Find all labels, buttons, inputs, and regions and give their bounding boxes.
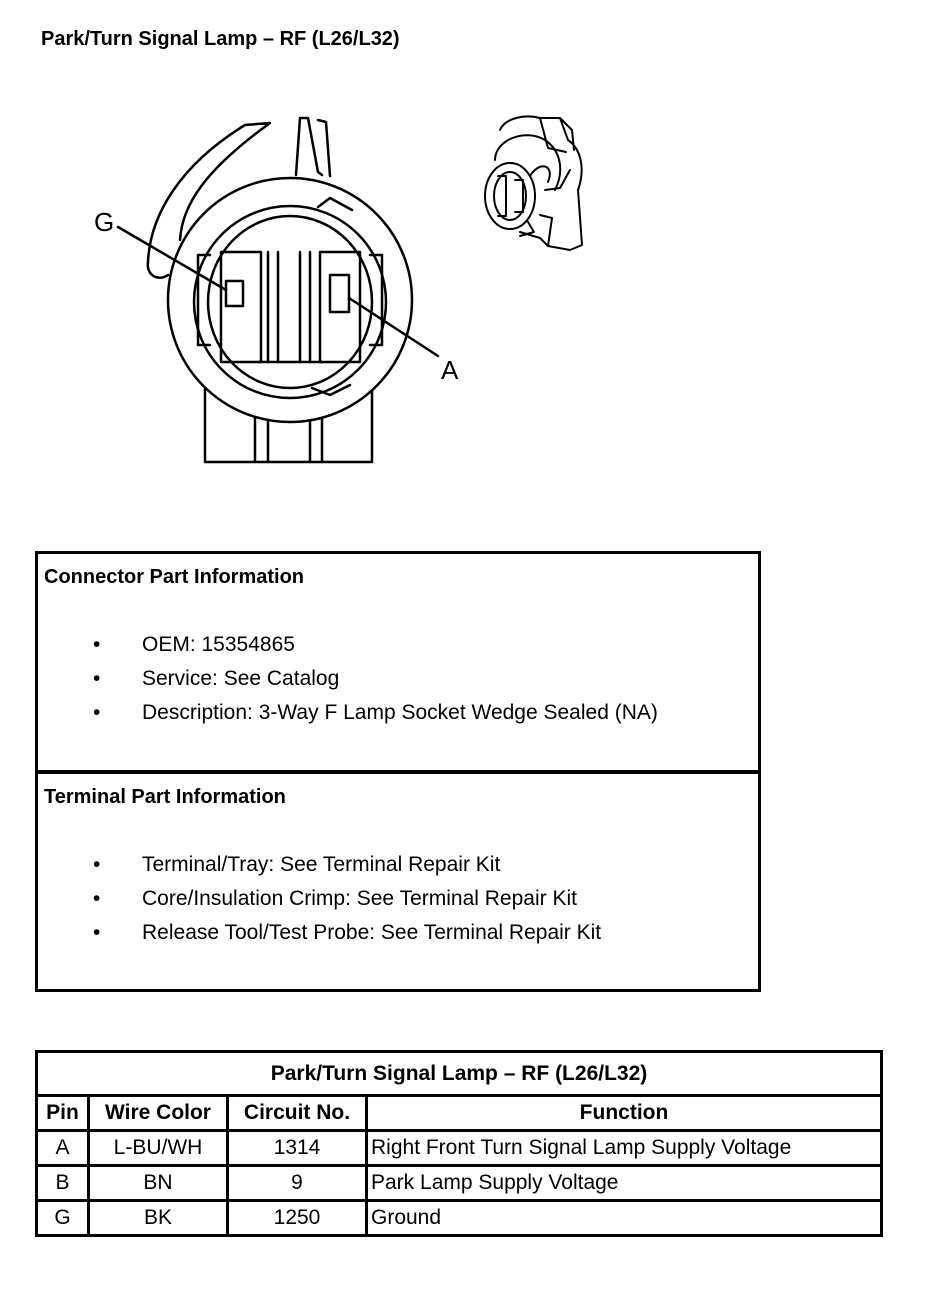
table-row bbox=[37, 1166, 882, 1201]
column-header: Wire Color bbox=[89, 1096, 228, 1131]
wire-color-cell: BK bbox=[89, 1201, 228, 1236]
bullet-icon: • bbox=[93, 921, 101, 944]
column-header: Pin bbox=[37, 1096, 89, 1131]
connector-info-heading: Connector Part Information bbox=[44, 566, 305, 588]
page-title: Park/Turn Signal Lamp – RF (L26/L32) bbox=[41, 28, 400, 50]
label-g: G bbox=[94, 207, 115, 237]
function-cell: Ground bbox=[367, 1201, 882, 1236]
table-caption-row bbox=[37, 1052, 882, 1096]
wire-color-cell: BN bbox=[89, 1166, 228, 1201]
bullet-icon: • bbox=[93, 633, 101, 656]
table-row bbox=[37, 1131, 882, 1166]
circuit-cell: 1314 bbox=[228, 1131, 367, 1166]
function-cell: Park Lamp Supply Voltage bbox=[367, 1166, 882, 1201]
function-cell: Right Front Turn Signal Lamp Supply Voltage bbox=[367, 1131, 882, 1166]
connector-outer-ring bbox=[168, 178, 412, 422]
bullet-icon: • bbox=[93, 853, 101, 876]
column-header: Circuit No. bbox=[228, 1096, 367, 1131]
connector-isometric-view bbox=[485, 117, 582, 251]
circuit-cell: 9 bbox=[228, 1166, 367, 1201]
column-header: Function bbox=[367, 1096, 882, 1131]
connector-part-info-box: Connector Part Information • OEM: 15354865 • Service: See Catalog • Description: 3-Way F Lamp Socket Wedge Sealed (NA) bbox=[35, 551, 761, 773]
pin-cell: B bbox=[37, 1166, 89, 1201]
wire-color-cell: L-BU/WH bbox=[89, 1131, 228, 1166]
pin-cell: G bbox=[37, 1201, 89, 1236]
bullet-icon: • bbox=[93, 887, 101, 910]
pin-cell: A bbox=[37, 1131, 89, 1166]
circuit-cell: 1250 bbox=[228, 1201, 367, 1236]
label-a: A bbox=[441, 355, 459, 385]
bullet-icon: • bbox=[93, 667, 101, 690]
table-caption: Park/Turn Signal Lamp – RF (L26/L32) bbox=[37, 1052, 882, 1096]
terminal-part-info-box: Terminal Part Information • Terminal/Tray: See Terminal Repair Kit • Core/Insulation Crimp: See Terminal Repair Kit • Release Tool/Test Probe: See Terminal Repair Kit bbox=[35, 771, 761, 992]
table-header-row bbox=[37, 1096, 882, 1131]
bullet-icon: • bbox=[93, 701, 101, 724]
terminal-info-heading: Terminal Part Information bbox=[44, 786, 286, 808]
connector-face-diagram bbox=[0, 0, 928, 520]
table-row bbox=[37, 1201, 882, 1236]
pin-table bbox=[35, 1050, 883, 1237]
